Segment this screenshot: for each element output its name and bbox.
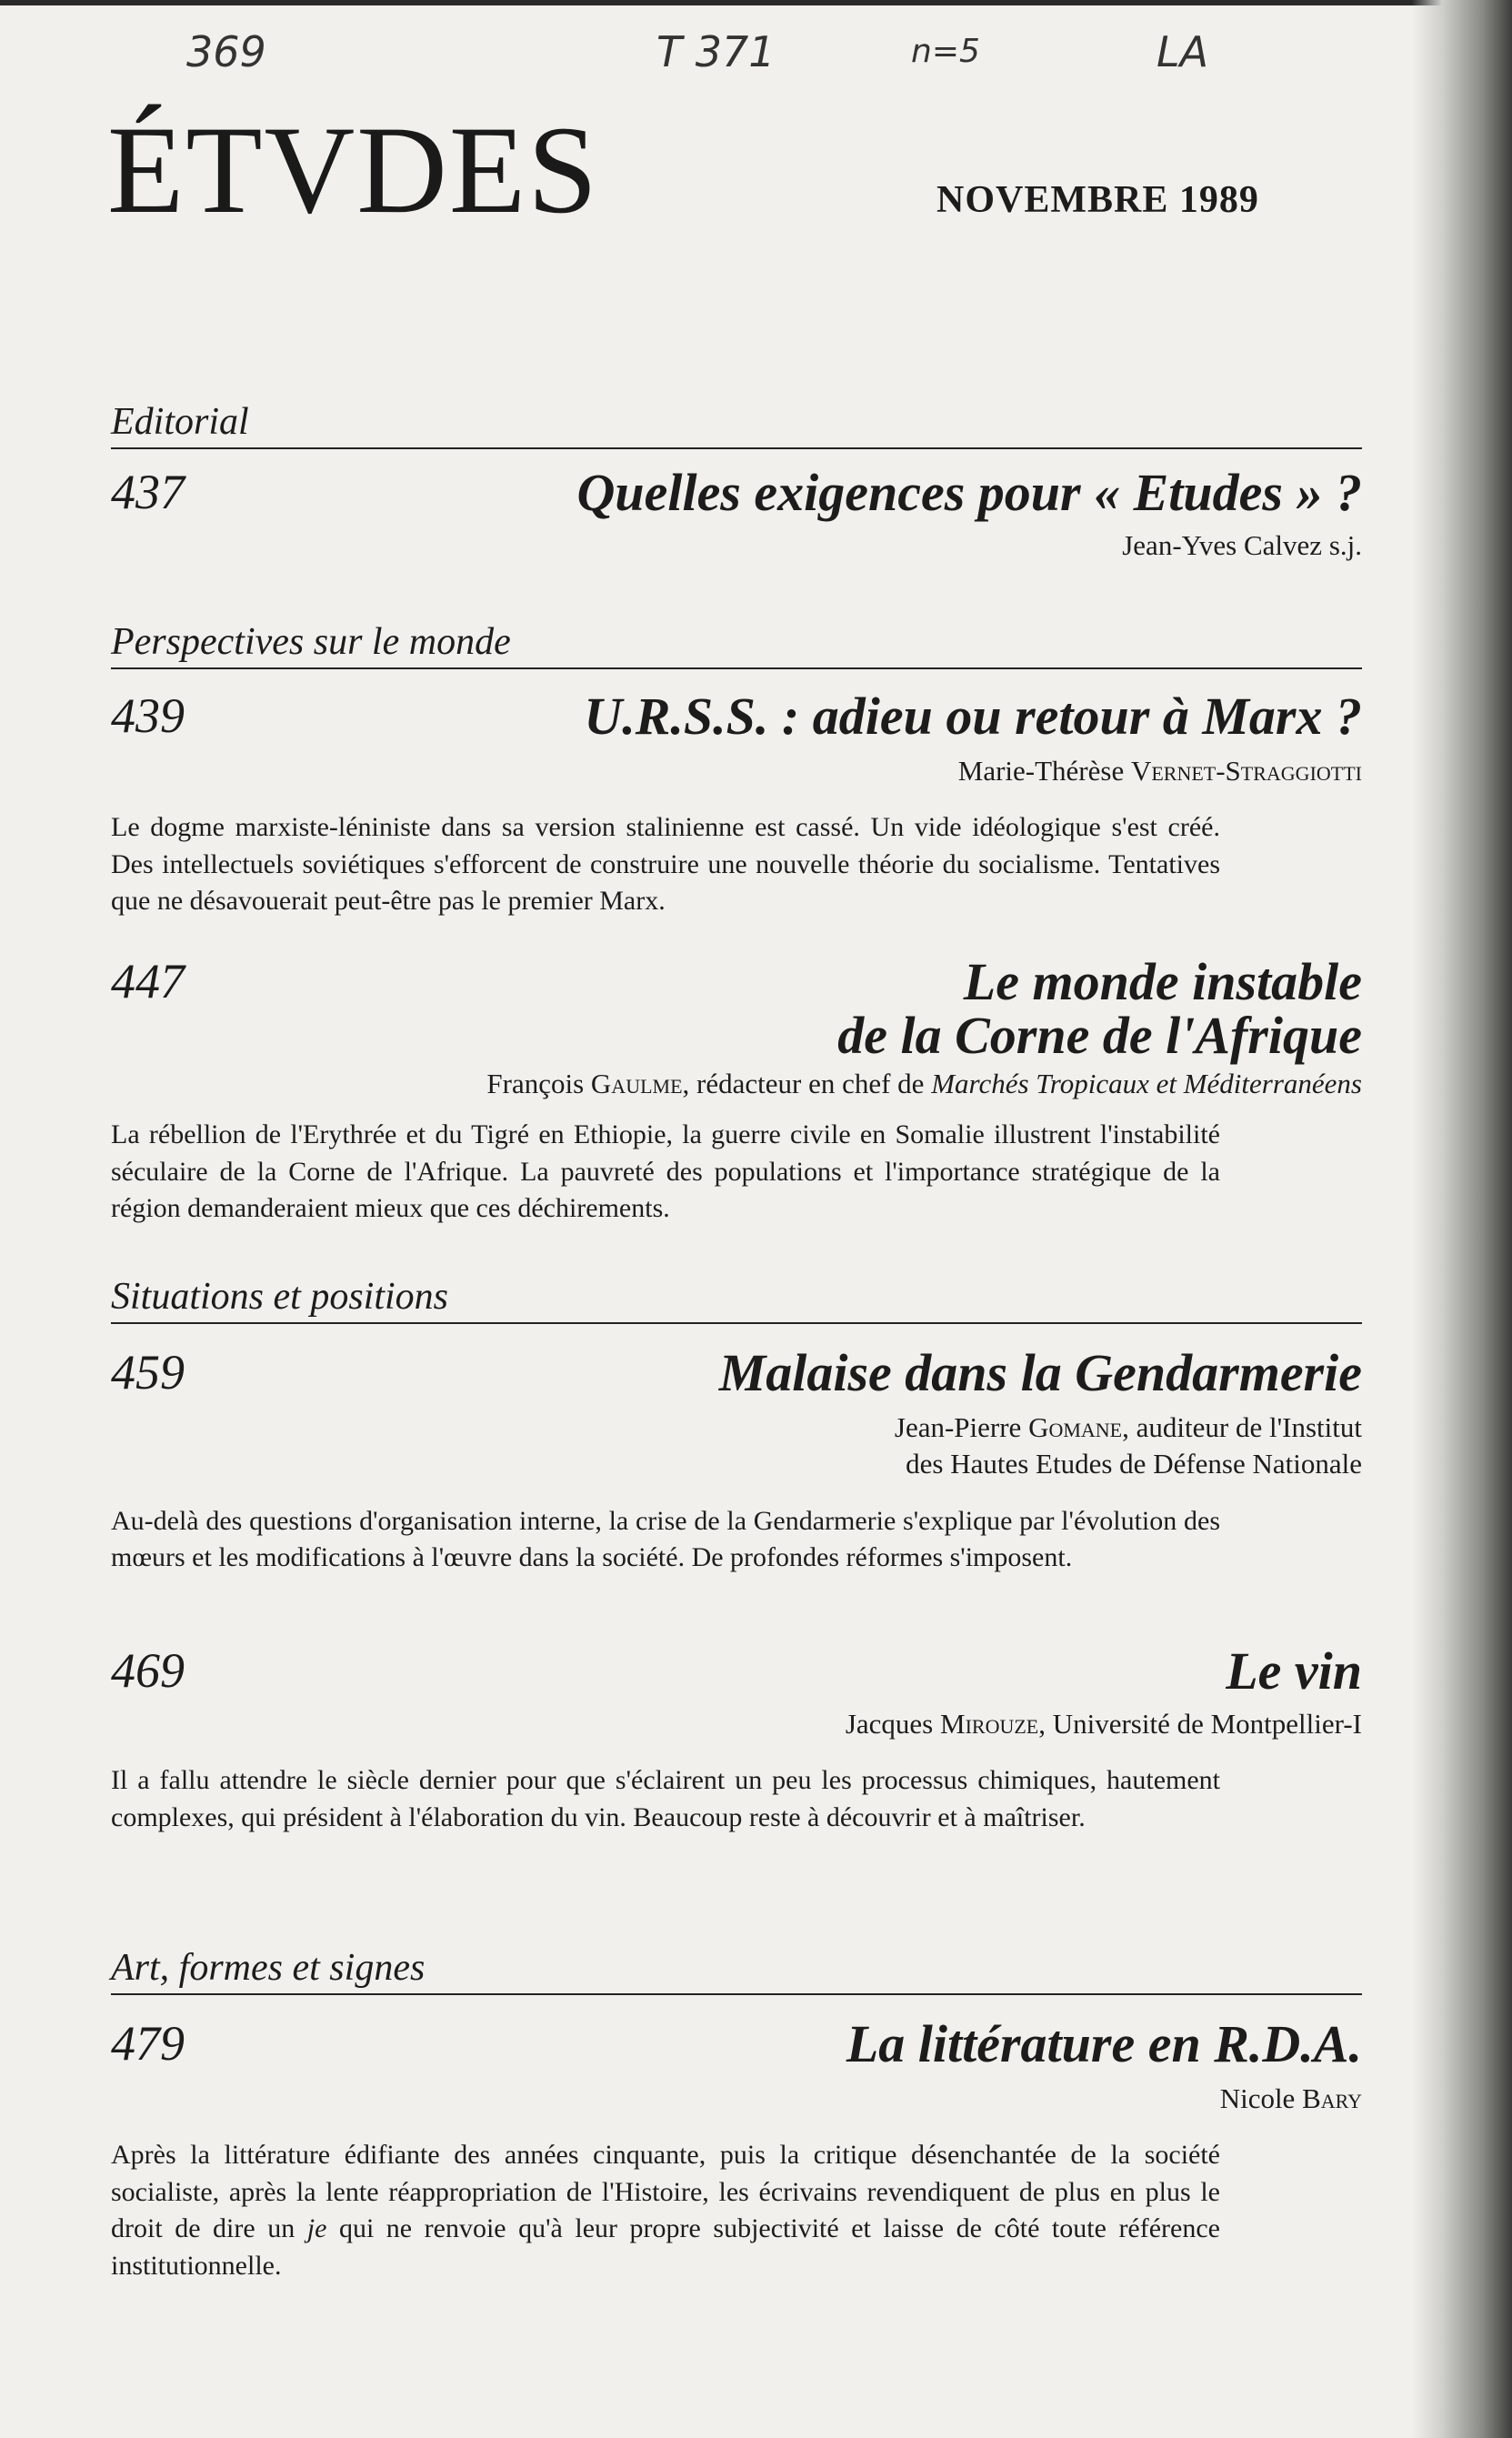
- scan-top-edge: [0, 0, 1512, 5]
- article-469[interactable]: [111, 1641, 1362, 1836]
- section-title: Art, formes et signes: [111, 1946, 1362, 1995]
- page-number: 447: [111, 954, 185, 1008]
- article-title: Le monde instable de la Corne de l'Afrique: [837, 952, 1362, 1066]
- handwritten-note-3: n=5: [911, 33, 980, 70]
- issue-date: NOVEMBRE 1989: [936, 179, 1259, 221]
- article-abstract: Le dogme marxiste-léniniste dans sa version stalinienne est cassé. Un vide idéologique s'est créé. Des intellectuels soviétiques s'efforcent de construire une nouvelle théorie du socialisme. Tentatives que ne désavouerait peut-être pas le premier Marx.: [111, 812, 1220, 917]
- article-title: Quelles exigences pour « Etudes » ?: [576, 463, 1362, 522]
- journal-title: ÉTVDES: [107, 100, 599, 239]
- article-abstract: La rébellion de l'Erythrée et du Tigré en Ethiopie, la guerre civile en Somalie illustrent l'instabilité séculaire de la Corne de l'Afrique. La pauvreté des populations et l'importance stratégique de la région demanderaient mieux que ces déchirements.: [111, 1119, 1220, 1224]
- handwritten-note-4: LA: [1157, 27, 1209, 76]
- section-title: Editorial: [111, 400, 1362, 449]
- page-number: 459: [111, 1345, 185, 1400]
- article-title: U.R.S.S. : adieu ou retour à Marx ?: [584, 687, 1362, 746]
- section-title: Situations et positions: [111, 1275, 1362, 1324]
- article-abstract: Au-delà des questions d'organisation interne, la crise de la Gendarmerie s'explique par l'évolution des mœurs et les modifications à l'œuvre dans la société. De profondes réformes s'imposent.: [111, 1505, 1220, 1573]
- article-439[interactable]: [111, 689, 1362, 920]
- article-author: Jean-Pierre Gomane, auditeur de l'Institut des Hautes Etudes de Défense Nationale: [894, 1411, 1362, 1480]
- section-art: [111, 1946, 1362, 1995]
- article-author: Jacques Mirouze, Université de Montpellier-I: [845, 1708, 1362, 1740]
- article-abstract: Il a fallu attendre le siècle dernier pour que s'éclairent un peu les processus chimiques, hautement complexes, qui président à l'élaboration du vin. Beaucoup reste à découvrir et à maîtriser.: [111, 1765, 1220, 1832]
- article-title: Le vin: [1226, 1641, 1362, 1701]
- handwritten-note-2: T 371: [656, 27, 776, 76]
- article-title: La littérature en R.D.A.: [846, 2014, 1362, 2073]
- article-author: François Gaulme, rédacteur en chef de Marchés Tropicaux et Méditerranéens: [486, 1068, 1362, 1099]
- article-author: Nicole Bary: [1219, 2082, 1362, 2114]
- article-title: Malaise dans la Gendarmerie: [718, 1343, 1362, 1402]
- handwritten-note-1: 369: [186, 27, 266, 76]
- article-459[interactable]: [111, 1343, 1362, 1577]
- section-editorial: [111, 400, 1362, 449]
- article-437[interactable]: [111, 463, 1362, 564]
- page-number: 439: [111, 688, 185, 743]
- section-title: Perspectives sur le monde: [111, 620, 1362, 669]
- article-abstract: Après la littérature édifiante des années cinquante, puis la critique désenchantée de la société socialiste, après la lente réappropriation de l'Histoire, les écrivains revendiquent de plus en plus le droit de dire un je qui ne renvoie qu'à leur propre subjectivité et laisse de côté toute référence institutionnelle.: [111, 2140, 1220, 2281]
- section-perspectives: [111, 620, 1362, 669]
- section-situations: [111, 1275, 1362, 1324]
- article-479[interactable]: [111, 2014, 1362, 2284]
- page-number: 437: [111, 465, 185, 519]
- article-author: Jean-Yves Calvez s.j.: [1122, 529, 1362, 561]
- article-447[interactable]: [111, 952, 1362, 1228]
- scan-spine-shadow: [1412, 0, 1512, 2438]
- article-author: Marie-Thérèse Vernet-Straggiotti: [957, 755, 1362, 787]
- page-number: 479: [111, 2016, 185, 2071]
- page-number: 469: [111, 1643, 185, 1698]
